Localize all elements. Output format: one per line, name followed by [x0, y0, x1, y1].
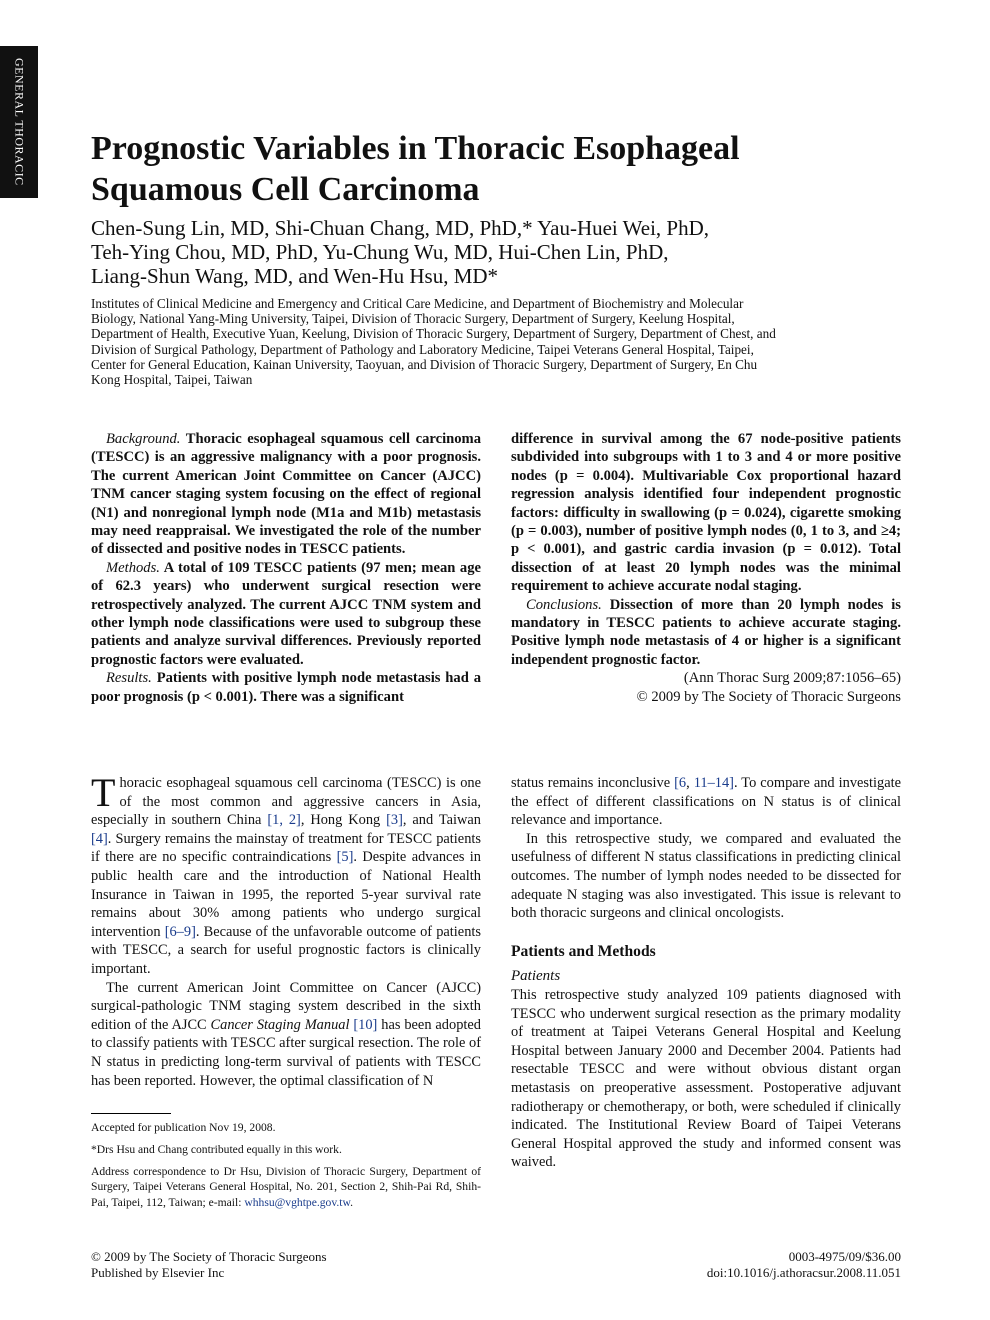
drop-cap: T — [91, 770, 116, 815]
intro-text: status remains inconclusive — [511, 775, 675, 791]
address-text: Address correspondence to Dr Hsu, Division of Thoracic Surgery, Department of Surgery, Taipei Veterans General Hospital, No. 201, Section 2, Shih-Pai Rd, Shih-Pai, Taipei, 112, Taiwan; e-mail: — [91, 1165, 481, 1209]
email-link[interactable]: whhsu@vghtpe.gov.tw — [244, 1195, 351, 1209]
title-line-2: Squamous Cell Carcinoma — [91, 171, 480, 208]
intro-text: . To compare and investigate the effect of different classifications on N status is of clinical relevance and importance. — [511, 775, 901, 829]
side-tab-label: GENERAL THORACIC — [12, 58, 27, 186]
abstract-right-column — [511, 430, 901, 706]
footer-doi[interactable]: doi:10.1016/j.athoracsur.2008.11.051 — [706, 1264, 901, 1280]
intro-text: has been adopted to classify patients with TESCC after surgical resection. The role of N status in predicting long-term survival of patients with TESCC has been reported. However, the optimal classification of N — [91, 1016, 481, 1089]
affiliations — [91, 296, 903, 387]
abstract-citation: (Ann Thorac Surg 2009;87:1056–65) — [683, 670, 901, 687]
abstract-results-continued: difference in survival among the 67 node-positive patients subdivided into subgroups with 1 to 3 and 4 or more positive nodes (p = 0.004). Multivariable Cox proportional hazard regression analysis identified four independent prognostic factors: difficulty in swallowing (p = 0.024), cigarette smoking (p = 0.003), number of positive lymph nodes (0, 1 to 3, and ≥4; p < 0.001), and gastric cardia invasion (p = 0.012). Total dissection of at least 20 lymph nodes was the minimal requirement to achieve accurate nodal staging. — [511, 431, 901, 595]
abstract-copyright: © 2009 by The Society of Thoracic Surgeons — [636, 688, 901, 705]
section-side-tab — [0, 46, 38, 198]
methods-label: Methods. — [106, 559, 160, 576]
affiliation-line-5: Center for General Education, Kainan University, Taoyuan, and Division of Thoracic Surgery, Department of Surgery, En Chu — [91, 356, 758, 372]
intro-text: , and Taiwan — [402, 812, 481, 829]
ref-link-4[interactable]: [4] — [91, 830, 108, 847]
ref-link-6-9[interactable]: [6–9] — [164, 923, 196, 940]
intro-paragraph-3 — [511, 774, 901, 830]
results-text: Patients with positive lymph node metastasis had a poor prognosis (p < 0.001). There was a significant — [91, 670, 481, 705]
footer-issn: 0003-4975/09/$36.00 — [788, 1249, 901, 1264]
footer-right — [707, 1249, 901, 1280]
methods-paragraph: This retrospective study analyzed 109 patients diagnosed with TESCC who underwent surgical resection as the primary modality of treatment at Taipei Veterans General Hospital and Keelung Hospital between January 2000 and December 2004. Patients had resectable TESCC and were without obvious distant organ metastasis on preoperative assessment. Postoperative adjuvant radiotherapy or chemotherapy, or both, were scheduled if clinically indicated. The Institutional Review Board of Taipei Veterans General Hospital approved the study and informed consent was waived. — [511, 986, 901, 1171]
footer-copyright: © 2009 by The Society of Thoracic Surgeons — [91, 1249, 327, 1264]
body-left-column — [91, 770, 481, 1090]
abstract-background — [91, 430, 481, 559]
abstract-methods — [91, 559, 481, 669]
methods-text: A total of 109 TESCC patients (97 men; mean age of 62.3 years) who underwent surgical resection were retrospectively analyzed. The current AJCC TNM system and other lymph node classifications were used to subgroup these patients and analyze survival differences. Previously reported prognostic factors were evaluated. — [91, 559, 481, 668]
affiliation-line-6: Kong Hospital, Taipei, Taiwan — [91, 372, 253, 388]
intro-paragraph-4: In this retrospective study, we compared and evaluated the usefulness of different N status classifications in predicting clinical outcomes. The number of lymph nodes needed to be dissected for adequate N staging was also investigated. This issue is relevant to both thoracic surgeons and clinical oncologists. — [511, 830, 901, 922]
affiliation-line-1: Institutes of Clinical Medicine and Emergency and Critical Care Medicine, and Department of Biochemistry and Molecular — [91, 296, 744, 311]
intro-paragraph-2 — [91, 979, 481, 1091]
conclusions-text: Dissection of more than 20 lymph nodes is mandatory in TESCC patients to achieve accurate staging. Positive lymph node metastasis of 4 or higher is a significant independent prognostic factor. — [511, 596, 901, 668]
ref-link-3[interactable]: [3] — [386, 812, 403, 829]
affiliation-line-3: Department of Health, Executive Yuan, Keelung, Division of Thoracic Surgery, Department of Surgery, Department of Chest, and — [91, 326, 776, 342]
background-text: Thoracic esophageal squamous cell carcinoma (TESCC) is an aggressive malignancy with a poor prognosis. The current American Joint Committee on Cancer (AJCC) TNM cancer staging system focusing on the effect of regional (N1) and nonregional lymph node (M1a and M1b) metastasis may need reappraisal. We investigated the role of the number of dissected and positive nodes in TESCC patients. — [91, 431, 481, 558]
footer-publisher: Published by Elsevier Inc — [91, 1264, 225, 1280]
affiliation-line-2: Biology, National Yang-Ming University, Taipei, Division of Thoracic Surgery, Department of Surgery, Keelung Hospital, — [91, 311, 735, 327]
results-label: Results. — [106, 670, 152, 687]
intro-text: , — [686, 775, 694, 791]
intro-text: . Surgery remains the mainstay of treatment for TESCC patients if there are no specific contraindications — [91, 830, 481, 866]
subsection-heading-patients: Patients — [511, 968, 561, 985]
article-title — [91, 128, 911, 210]
ref-link-1-2[interactable]: [1, 2] — [267, 812, 301, 829]
background-label: Background. — [106, 431, 181, 447]
address-end: . — [350, 1195, 354, 1209]
ref-link-6[interactable]: [6 — [674, 775, 687, 791]
footnote-equal-contribution: *Drs Hsu and Chang contributed equally in this work. — [91, 1143, 342, 1156]
intro-text: . Despite advances in public health care and the introduction of National Health Insurance in Taiwan in 1995, the reported 5-year survival rate remains about 30% among patients who undergo surgical intervention — [91, 849, 481, 940]
footnote-accepted: Accepted for publication Nov 19, 2008. — [91, 1121, 276, 1134]
abstract-results — [91, 669, 481, 706]
intro-text: horacic esophageal squamous cell carcinoma (TESCC) is one of the most common and aggressive cancers in Asia, especially in southern China — [91, 775, 481, 829]
conclusions-label: Conclusions. — [526, 596, 602, 613]
manual-title: Cancer Staging Manual — [210, 1016, 350, 1033]
footer-left — [91, 1249, 327, 1280]
intro-text: The current American Joint Committee on Cancer (AJCC) surgical-pathologic TNM staging system described in the sixth edition of the AJCC — [91, 979, 481, 1033]
intro-text: , Hong Kong — [300, 812, 387, 829]
title-line-1: Prognostic Variables in Thoracic Esophageal — [91, 130, 740, 167]
abstract-left-column — [91, 430, 481, 706]
ref-link-11-14[interactable]: 11–14] — [693, 775, 734, 791]
author-line-1: Chen-Sung Lin, MD, Shi-Chuan Chang, MD, PhD,* Yau-Huei Wei, PhD, — [91, 216, 710, 240]
affiliation-line-4: Division of Surgical Pathology, Department of Pathology and Laboratory Medicine, Taipei Veterans General Hospital, Taipei, — [91, 341, 754, 357]
author-line-2: Teh-Ying Chou, MD, PhD, Yu-Chung Wu, MD, Hui-Chen Lin, PhD, — [91, 240, 669, 264]
section-heading-patients-methods: Patients and Methods — [511, 942, 656, 960]
footnote-address — [91, 1164, 481, 1210]
footnote-divider — [91, 1113, 171, 1114]
abstract-conclusions — [511, 596, 901, 670]
intro-text: . Because of the unfavorable outcome of patients with TESCC, a search for useful prognostic factors is clinically important. — [91, 923, 481, 977]
author-line-3: Liang-Shun Wang, MD, and Wen-Hu Hsu, MD* — [91, 264, 499, 288]
intro-paragraph-1 — [91, 770, 481, 979]
body-right-column — [511, 774, 901, 1172]
author-list — [91, 216, 911, 288]
ref-link-5[interactable]: [5] — [336, 849, 354, 866]
ref-link-10[interactable]: [10] — [353, 1016, 378, 1033]
